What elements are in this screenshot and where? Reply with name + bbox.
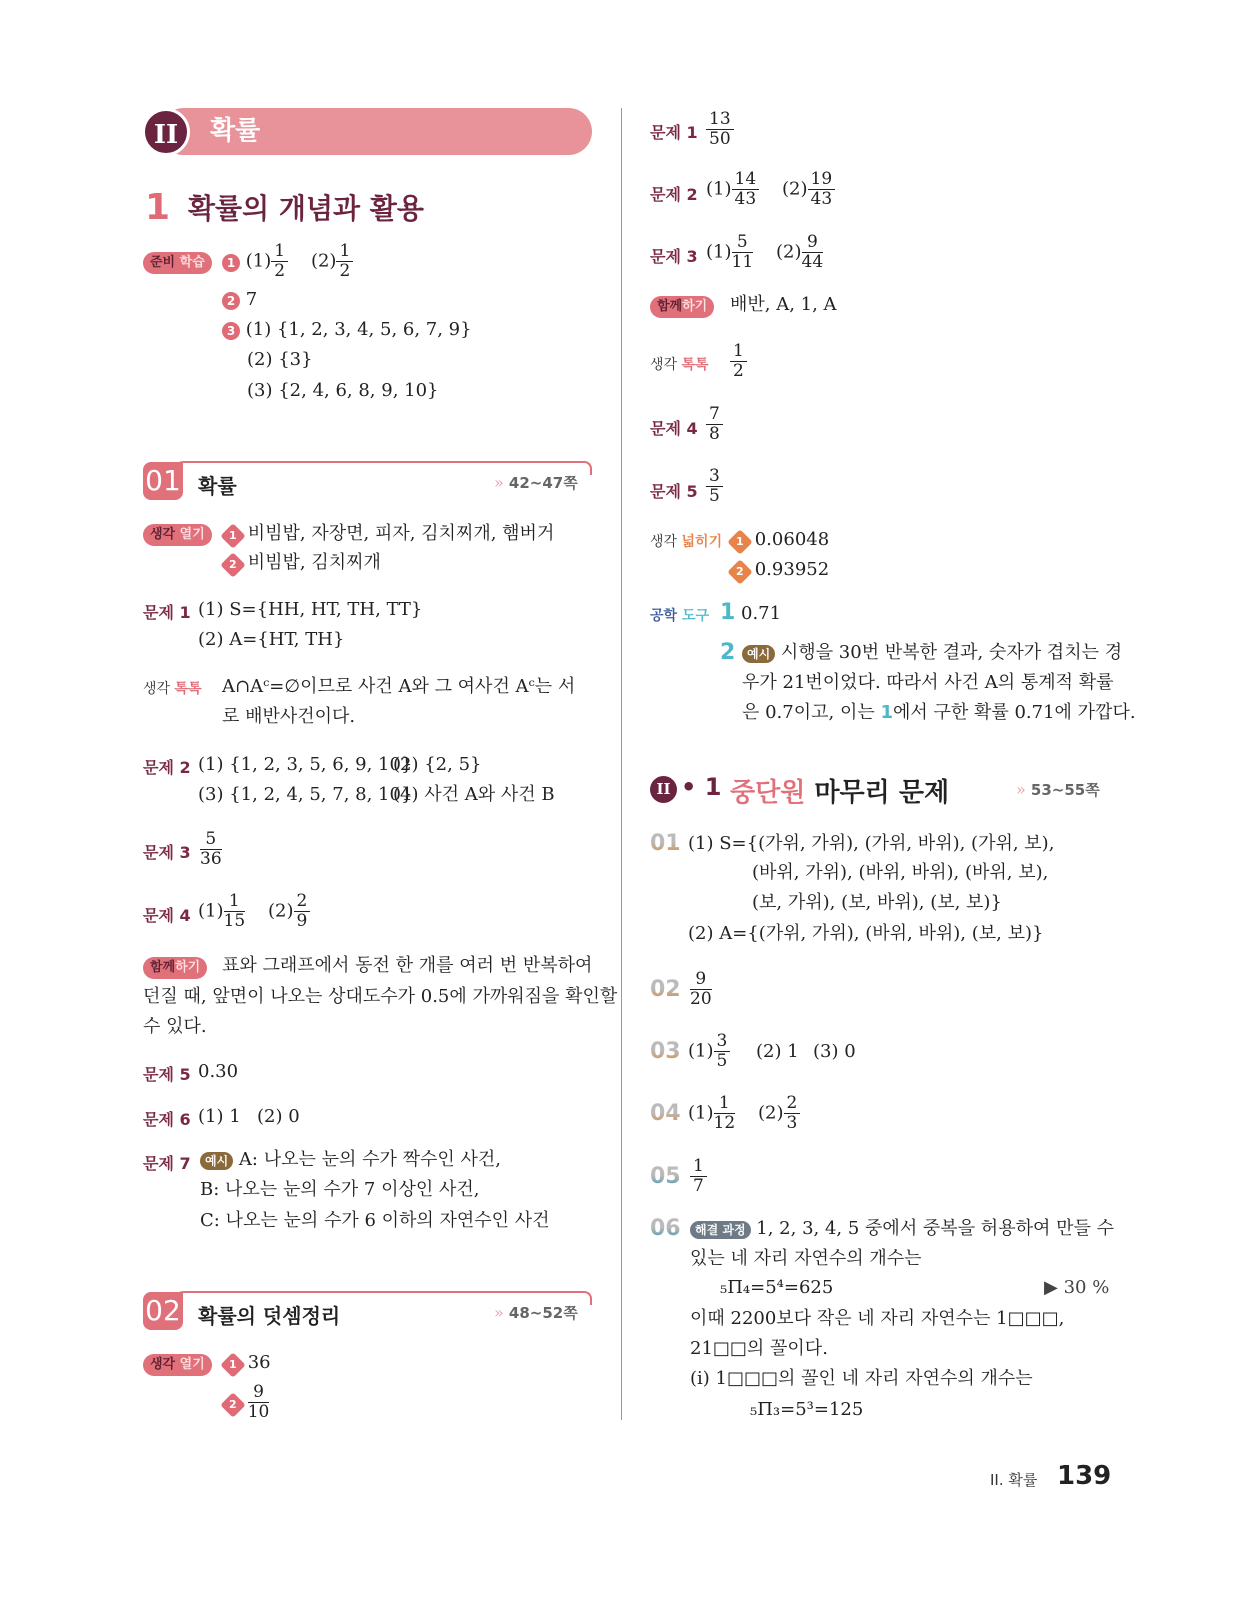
question-number: 06 <box>650 1216 681 1241</box>
answer-text: 21□□의 꼴이다. <box>690 1338 828 1359</box>
fraction <box>714 1032 731 1071</box>
answer-text: (i) 1□□□의 꼴인 네 자리 자연수의 개수는 <box>690 1368 1033 1389</box>
denominator: 44 <box>801 252 824 272</box>
answer-line <box>198 892 310 931</box>
numerator: 9 <box>802 233 824 253</box>
answer-line <box>742 641 1122 665</box>
numerator: 9 <box>690 970 712 990</box>
answer-text: 배반, A, 1, A <box>730 294 837 315</box>
denominator: 2 <box>339 261 351 281</box>
fraction <box>706 110 734 149</box>
think-open-1 <box>224 1351 271 1375</box>
step-reference: 1 <box>880 702 893 723</box>
fraction <box>336 242 353 281</box>
answer-text: (3) {1, 2, 4, 5, 7, 8, 10} <box>198 784 413 805</box>
answer-text: (2) A={(가위, 가위), (바위, 바위), (보, 보)} <box>688 923 1044 944</box>
think-open-2 <box>224 551 381 575</box>
denominator: 50 <box>709 129 731 149</box>
denominator: 20 <box>690 989 712 1009</box>
answer-text: (4) 사건 A와 사건 B <box>393 784 555 805</box>
part-label: (1) <box>688 1102 714 1124</box>
answer-text: (1) S={HH, HT, TH, TT} <box>198 599 423 620</box>
badge-word: 학습 <box>179 255 205 270</box>
numerator: 1 <box>714 1094 736 1114</box>
answer-text: (2) {2, 5} <box>393 754 482 775</box>
label-word: 생각 <box>143 681 171 697</box>
denominator: 12 <box>713 1113 736 1133</box>
label-word: 공학 <box>650 608 678 624</box>
badge-word: 함께 <box>150 960 176 975</box>
answer-text: 로 배반사건이다. <box>222 706 356 727</box>
answer-text: (2) {3} <box>247 349 313 370</box>
denominator: 11 <box>731 252 754 272</box>
answer-line <box>688 1094 800 1133</box>
label-word: 생각 <box>650 357 678 373</box>
number-marker-icon: 3 <box>222 322 240 340</box>
widen-2 <box>731 558 829 582</box>
review-numeral: II <box>650 776 677 803</box>
fraction <box>690 970 712 1009</box>
solution-process-badge: 해결 과정 <box>690 1221 751 1239</box>
problem-label: 문제 4 <box>650 419 698 438</box>
fraction <box>732 170 760 209</box>
numerator: 5 <box>732 233 754 253</box>
fraction <box>802 233 824 272</box>
denominator: 43 <box>734 189 757 209</box>
fraction <box>732 233 754 272</box>
badge-word: 준비 <box>150 255 176 270</box>
badge-word: 함께 <box>657 299 683 314</box>
denominator: 3 <box>786 1113 798 1133</box>
section-title: 확률의 덧셈정리 <box>198 1304 341 1328</box>
denominator: 15 <box>223 911 246 931</box>
fraction <box>271 242 288 281</box>
denominator: 8 <box>709 424 720 444</box>
part-label: (2) <box>776 241 802 263</box>
example-badge: 예시 <box>200 1152 233 1170</box>
badge-word: 하기 <box>175 960 201 975</box>
fraction <box>714 1094 736 1133</box>
prep-badge <box>143 251 212 274</box>
answer-text: 0.71 <box>741 603 782 624</box>
page-range-text: 48~52쪽 <box>508 1304 578 1322</box>
page-number: 139 <box>1057 1461 1112 1491</box>
example-badge: 예시 <box>742 645 775 663</box>
question-number: 03 <box>650 1039 681 1064</box>
formula: ₅Π₃=5³=125 <box>750 1399 864 1420</box>
chevron-right-icon: » <box>1016 780 1026 799</box>
answer-text: (2) 1 <box>756 1041 799 1062</box>
problem-label: 문제 1 <box>650 123 698 142</box>
answer-text: 비빔밥, 자장면, 피자, 김치찌개, 햄버거 <box>247 523 555 544</box>
problem-label: 문제 2 <box>143 758 191 777</box>
prep-answer-3 <box>222 318 472 342</box>
answer-text: (1) 1 <box>198 1106 241 1127</box>
chevron-right-icon: » <box>494 1303 504 1322</box>
answer-line <box>690 1217 1114 1241</box>
numerator: 2 <box>294 892 311 912</box>
chapter-title: 확률 <box>210 116 261 146</box>
answer-text: 우가 21번이었다. 따라서 사건 A의 통계적 확률 <box>742 672 1114 693</box>
question-number: 01 <box>650 831 681 856</box>
answer-text: (3) 0 <box>813 1041 856 1062</box>
page-range-text: 42~47쪽 <box>508 474 578 492</box>
answer-text: 1, 2, 3, 4, 5 중에서 중복을 허용하여 만들 수 <box>756 1218 1114 1239</box>
answer-text: B: 나오는 눈의 수가 7 이상인 사건, <box>200 1179 480 1200</box>
answer-text: (1) {1, 2, 3, 4, 5, 6, 7, 9} <box>245 319 472 340</box>
denominator: 36 <box>200 849 222 869</box>
problem-label: 문제 3 <box>143 843 191 862</box>
think-open-2 <box>224 1383 269 1422</box>
section-number: 02 <box>143 1292 183 1330</box>
fraction <box>706 467 723 506</box>
label-word: 생각 <box>650 534 678 550</box>
answer-text: 은 0.7이고, 이는 <box>742 702 881 723</box>
numerator: 13 <box>706 110 734 130</box>
answer-line <box>742 701 1136 725</box>
column-divider <box>621 108 622 1420</box>
numerator: 1 <box>336 242 353 262</box>
question-number: 02 <box>650 977 681 1002</box>
widen-1 <box>731 528 829 552</box>
chevron-right-icon: » <box>494 473 504 492</box>
numerator: 1 <box>271 242 288 262</box>
denominator: 9 <box>296 911 308 931</box>
label-word: 넓히기 <box>681 534 723 550</box>
diamond-number-icon: 1 <box>727 529 752 554</box>
number-marker-icon: 2 <box>222 292 240 310</box>
part-label: (1) <box>706 178 732 200</box>
denominator: 2 <box>274 261 286 281</box>
section-number: 01 <box>143 462 183 500</box>
numerator: 1 <box>690 1157 707 1177</box>
fraction <box>248 1383 270 1422</box>
fraction <box>784 1094 801 1133</box>
denominator: 43 <box>810 189 833 209</box>
think-open-1 <box>224 522 554 546</box>
numerator: 14 <box>732 170 760 190</box>
label-word: 도구 <box>681 608 709 624</box>
number-marker-icon: 1 <box>222 254 240 272</box>
numerator: 1 <box>730 342 747 362</box>
answer-text: A: 나오는 눈의 수가 짝수인 사건, <box>238 1149 501 1170</box>
numerator: 3 <box>714 1032 731 1052</box>
fraction <box>706 405 723 444</box>
part-label: (1) <box>688 1040 714 1062</box>
diamond-number-icon: 1 <box>220 1352 245 1377</box>
part-label: (1) <box>245 250 272 272</box>
numerator: 1 <box>224 892 246 912</box>
answer-text: 에서 구한 확률 0.71에 가깝다. <box>892 702 1136 723</box>
title-word: 마무리 문제 <box>814 778 950 808</box>
fraction <box>224 892 246 931</box>
answer-text: 표와 그래프에서 동전 한 개를 여러 번 반복하여 <box>222 955 593 976</box>
page-range <box>1016 779 1100 800</box>
answer-text: 던질 때, 앞면이 나오는 상대도수가 0.5에 가까워짐을 확인할 <box>143 986 618 1007</box>
answer-text: 36 <box>247 1352 271 1373</box>
fraction <box>200 830 222 869</box>
think-talk-label <box>650 354 709 374</box>
chapter-numeral: II <box>142 108 190 156</box>
problem-label: 문제 5 <box>650 482 698 501</box>
think-widen-label <box>650 531 722 551</box>
answer-text: (2) 0 <box>257 1106 300 1127</box>
prep-answer-2 <box>222 288 257 312</box>
tool-label <box>650 605 709 625</box>
page-range-text: 53~55쪽 <box>1030 781 1100 799</box>
diamond-number-icon: 2 <box>220 552 245 577</box>
answer-text: A∩Aᶜ=∅이므로 사건 A와 그 여사건 Aᶜ는 서 <box>222 676 576 697</box>
answer-text: (1) S={(가위, 가위), (가위, 바위), (가위, 보), <box>688 833 1055 854</box>
think-talk-label <box>143 678 202 698</box>
problem-label: 문제 5 <box>143 1065 191 1084</box>
badge-word: 열기 <box>179 527 205 542</box>
numerator: 3 <box>706 467 723 487</box>
label-word: 톡톡 <box>174 681 202 697</box>
part-label: (1) <box>706 241 732 263</box>
fraction <box>808 170 836 209</box>
answer-text: 시행을 30번 반복한 결과, 숫자가 겹치는 경 <box>780 642 1123 663</box>
answer-text: (1) {1, 2, 3, 5, 6, 9, 10} <box>198 754 413 775</box>
answer-text: 0.30 <box>198 1061 239 1082</box>
problem-label: 문제 2 <box>650 185 698 204</box>
together-badge <box>143 956 207 979</box>
title-word: 중단원 <box>730 778 806 808</box>
score-percent: ▶ 30 % <box>1044 1277 1110 1298</box>
page-range <box>494 472 578 493</box>
denominator: 7 <box>693 1176 704 1196</box>
denominator: 10 <box>247 1402 270 1422</box>
answer-text: 비빔밥, 김치찌개 <box>247 552 381 573</box>
badge-word: 하기 <box>682 299 708 314</box>
problem-label: 문제 1 <box>143 603 191 622</box>
think-open-badge <box>143 523 212 546</box>
unit-number: 1 <box>145 187 171 228</box>
problem-label: 문제 7 <box>143 1154 191 1173</box>
answer-line <box>706 170 835 209</box>
footer-chapter: II. 확률 <box>990 1471 1038 1489</box>
together-badge <box>650 295 714 318</box>
denominator: 2 <box>733 361 744 381</box>
step-number: 1 <box>720 600 736 625</box>
diamond-number-icon: 2 <box>220 1392 245 1417</box>
numerator: 7 <box>706 405 723 425</box>
problem-label: 문제 6 <box>143 1110 191 1129</box>
fraction <box>730 342 747 381</box>
answer-text: 수 있다. <box>143 1016 207 1037</box>
part-label: (2) <box>268 900 294 922</box>
numerator: 2 <box>784 1094 801 1114</box>
diamond-number-icon: 2 <box>727 559 752 584</box>
unit-title: 확률의 개념과 활용 <box>188 192 424 225</box>
part-label: (2) <box>758 1102 784 1124</box>
review-title <box>730 772 949 809</box>
numerator: 19 <box>808 170 836 190</box>
prep-answer-1 <box>222 242 353 281</box>
part-label: (1) <box>198 900 224 922</box>
answer-text: 이때 2200보다 작은 네 자리 자연수는 1□□□, <box>690 1308 1065 1329</box>
denominator: 5 <box>716 1051 728 1071</box>
question-number: 04 <box>650 1101 681 1126</box>
answer-text: 7 <box>245 289 258 310</box>
formula: ₅Π₄=5⁴=625 <box>720 1277 834 1298</box>
problem-label: 문제 3 <box>650 247 698 266</box>
label-word: 톡톡 <box>681 357 709 373</box>
part-label: (2) <box>782 178 808 200</box>
denominator: 5 <box>709 486 720 506</box>
question-number: 05 <box>650 1164 681 1189</box>
answer-text: (2) A={HT, TH} <box>198 629 345 650</box>
answer-text: (보, 가위), (보, 바위), (보, 보)} <box>752 892 1002 913</box>
answer-line <box>706 233 823 272</box>
numerator: 5 <box>200 830 222 850</box>
fraction <box>294 892 311 931</box>
step-number: 2 <box>720 640 736 665</box>
diamond-number-icon: 1 <box>220 523 245 548</box>
badge-word: 생각 <box>150 527 176 542</box>
think-open-badge <box>143 1353 212 1376</box>
answer-line <box>200 1148 501 1172</box>
answer-line <box>688 1032 730 1071</box>
badge-word: 생각 <box>150 1357 176 1372</box>
answer-text: 0.93952 <box>754 559 830 580</box>
fraction <box>690 1157 707 1196</box>
section-title: 확률 <box>198 474 237 498</box>
part-label: (2) <box>310 250 337 272</box>
numerator: 9 <box>248 1383 270 1403</box>
problem-label: 문제 4 <box>143 906 191 925</box>
answer-text: (3) {2, 4, 6, 8, 9, 10} <box>247 380 439 401</box>
answer-text: (바위, 가위), (바위, 바위), (바위, 보), <box>752 862 1049 883</box>
answer-text: 있는 네 자리 자연수의 개수는 <box>690 1248 922 1269</box>
answer-text: C: 나오는 눈의 수가 6 이하의 자연수인 사건 <box>200 1210 550 1231</box>
page-range <box>494 1302 578 1323</box>
review-subnumber: • 1 <box>681 773 722 801</box>
answer-text: 0.06048 <box>754 529 830 550</box>
badge-word: 열기 <box>179 1357 205 1372</box>
